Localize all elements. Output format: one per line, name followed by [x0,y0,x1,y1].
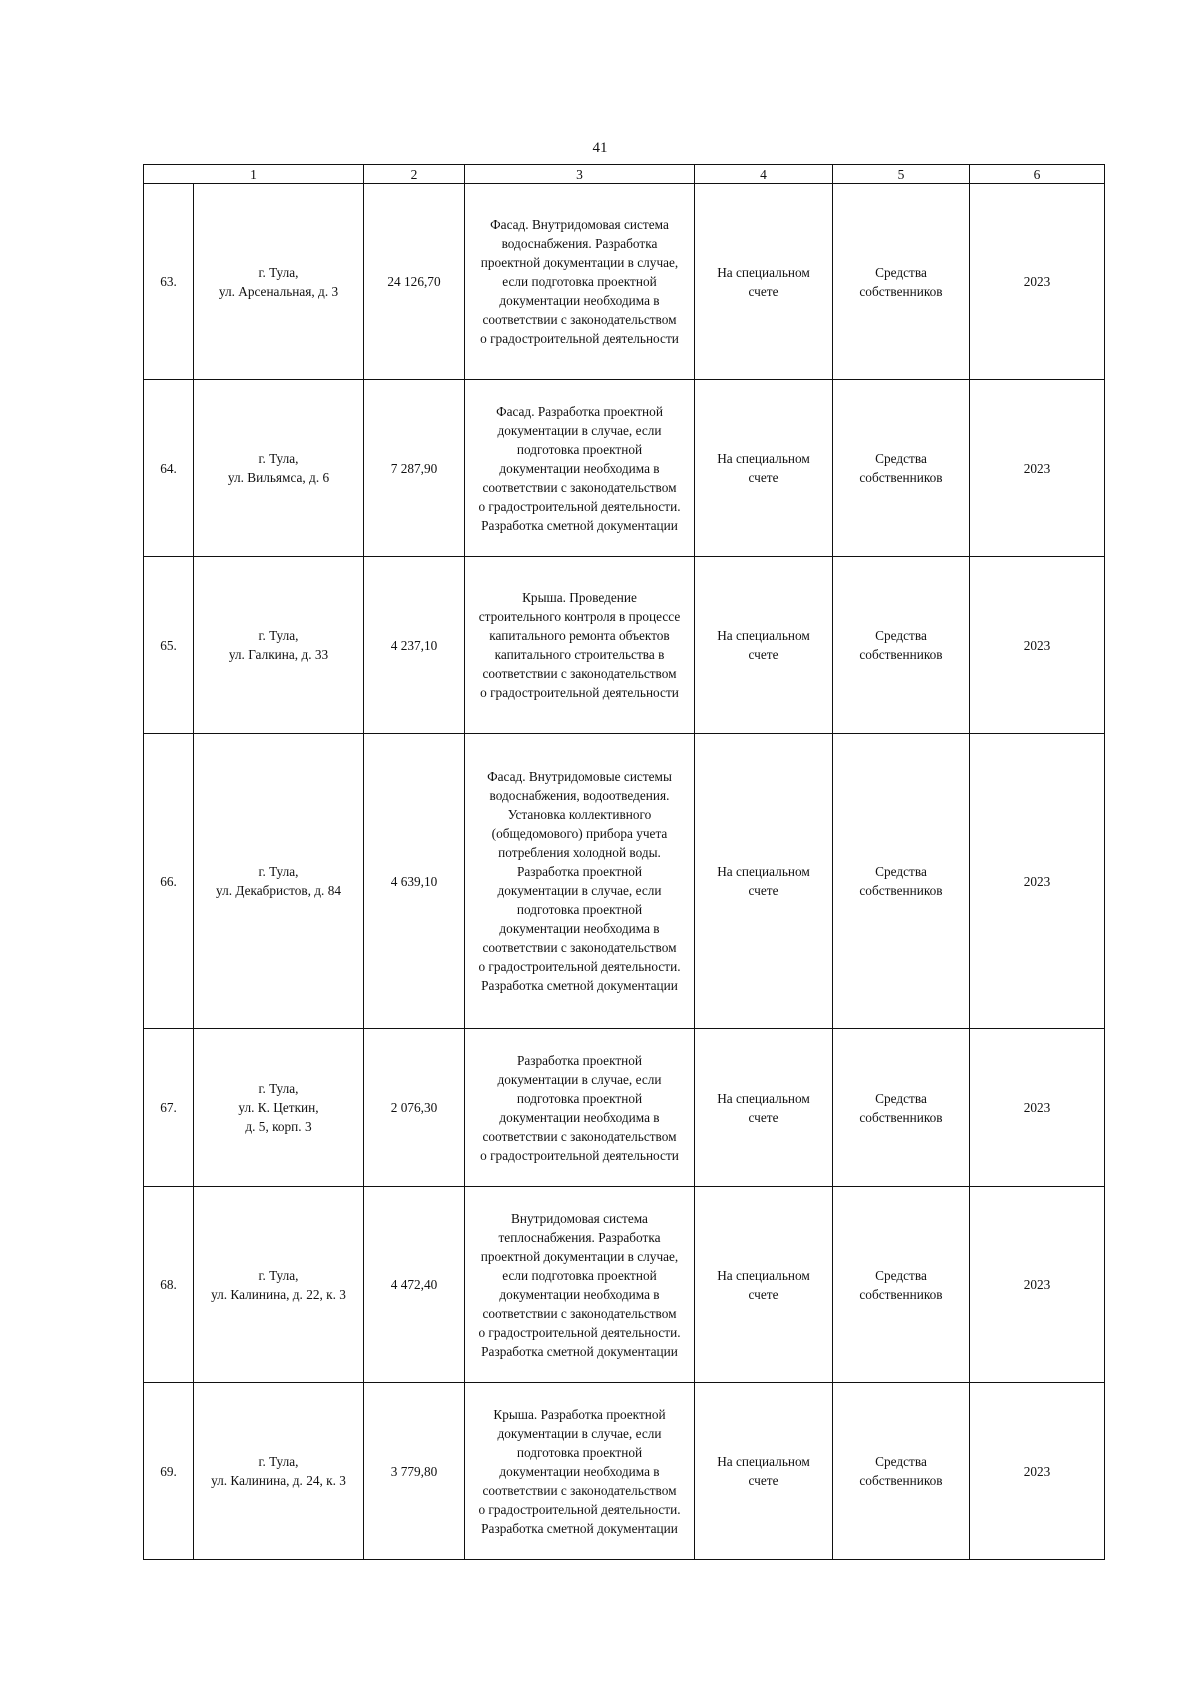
text-line: 2 076,30 [390,1100,438,1115]
year-cell [970,184,1105,380]
text-line: 69. [160,1463,177,1479]
funding-source-cell [833,184,970,380]
text-line: документации в случае, если [497,1071,662,1087]
text-line: строительного контроля в процессе [478,609,681,624]
text-line: о градостроительной деятельности. [478,959,681,974]
cost-cell [364,734,465,1029]
text-line: подготовка проектной [516,1444,643,1460]
text-line: Установка коллективного [507,807,652,822]
cost-cell [364,1029,465,1187]
work-description-cell [465,184,695,380]
text-line: 2023 [1023,873,1051,889]
text-line: На специальном [717,628,810,643]
text-line: 3 779,80 [390,1463,438,1479]
header-row [144,165,1105,184]
header-cell: 6 [970,165,1105,184]
table-row [144,380,1105,557]
header-cell: 1 [144,165,364,184]
text-line: 66. [160,873,177,889]
text-line: счете [748,283,779,299]
text-line: ул. Калинина, д. 22, к. 3 [211,1286,346,1302]
year-cell [970,1383,1105,1560]
account-cell [695,1029,833,1187]
text-line: собственников [859,883,943,898]
table-row [144,184,1105,380]
address-cell [194,380,364,557]
text-line: Фасад. Внутридомовая система [490,217,669,232]
address-cell [194,1383,364,1560]
text-line: 65. [160,637,177,653]
text-line: Крыша. Проведение [522,590,637,605]
account-cell [695,184,833,380]
row-number [144,380,194,557]
text-line: счете [748,470,779,485]
account-cell [695,380,833,557]
account-cell [695,1383,833,1560]
text-line: д. 5, корп. 3 [245,1119,312,1134]
text-line: собственников [859,1109,943,1125]
text-line: 4 472,40 [390,1277,438,1292]
text-line: На специальном [717,264,810,280]
address-cell [194,1187,364,1383]
row-number [144,1383,194,1560]
year-cell [970,1187,1105,1383]
text-line: потребления холодной воды. [498,845,661,860]
text-line: о градостроительной деятельности [480,685,679,700]
address-cell [194,734,364,1029]
text-line: ул. К. Цеткин, [238,1100,319,1115]
text-line: водоснабжения, водоотведения. [489,788,670,803]
text-line: соответствии с законодательством [482,312,677,327]
year-cell [970,557,1105,734]
text-line: 2023 [1023,1100,1051,1115]
funding-source-cell [833,557,970,734]
account-cell [695,557,833,734]
table-row [144,734,1105,1029]
text-line: собственников [859,1286,943,1302]
text-line: если подготовка проектной [502,1267,657,1283]
text-line: г. Тула, [258,864,299,879]
text-line: Разработка проектной [516,864,643,879]
cost-cell [364,184,465,380]
address-cell [194,184,364,380]
funding-source-cell [833,380,970,557]
text-line: документации необходима в [499,921,660,936]
table-row [144,1383,1105,1560]
text-line: г. Тула, [258,451,299,466]
text-line: Средства [875,1454,927,1469]
account-cell [695,734,833,1029]
text-line: 2023 [1023,637,1051,653]
table-row [144,557,1105,734]
text-line: 2023 [1023,460,1051,476]
text-line: На специальном [717,1267,810,1283]
row-number [144,734,194,1029]
text-line: г. Тула, [258,628,299,643]
header-cell: 5 [833,165,970,184]
funding-source-cell [833,1383,970,1560]
text-line: 4 237,10 [390,637,438,653]
text-line: счете [748,1473,779,1488]
text-line: капитального ремонта объектов [489,628,670,643]
funding-source-cell [833,1187,970,1383]
text-line: соответствии с законодательством [482,1482,677,1498]
text-line: Разработка сметной документации [481,978,678,993]
text-line: подготовка проектной [516,902,643,917]
text-line: соответствии с законодательством [482,1128,677,1144]
funding-source-cell [833,734,970,1029]
text-line: Разработка сметной документации [481,1520,678,1536]
page-number: 41 [592,140,608,156]
text-line: Средства [875,451,927,466]
header-cell: 3 [465,165,695,184]
text-line: собственников [859,470,943,485]
text-line: теплоснабжения. Разработка [498,1229,661,1245]
text-line: о градостроительной деятельности [480,1147,679,1163]
text-line: Крыша. Разработка проектной [493,1406,666,1422]
text-line: собственников [859,647,943,662]
text-line: На специальном [717,451,810,466]
text-line: 7 287,90 [390,460,438,476]
text-line: подготовка проектной [516,1090,643,1106]
text-line: счете [748,647,779,662]
text-line: ул. Вильямса, д. 6 [227,470,330,485]
cost-cell [364,557,465,734]
row-number [144,184,194,380]
work-description-cell [465,1187,695,1383]
text-line: документации необходима в [499,293,660,308]
text-line: капитального строительства в [494,647,665,662]
table-row [144,1029,1105,1187]
account-cell [695,1187,833,1383]
cost-cell [364,1383,465,1560]
text-line: о градостроительной деятельности [480,331,679,346]
text-line: ул. Галкина, д. 33 [228,647,329,662]
text-line: соответствии с законодательством [482,666,677,681]
text-line: 64. [160,460,177,476]
row-number [144,1029,194,1187]
text-line: Средства [875,264,927,280]
work-description-cell [465,557,695,734]
text-line: проектной документации в случае, [480,255,679,270]
text-line: счете [748,883,779,898]
text-line: 2023 [1023,1277,1051,1292]
work-description-cell [465,1029,695,1187]
text-line: соответствии с законодательством [482,940,677,955]
text-line: документации в случае, если [497,422,662,438]
text-line: 24 126,70 [387,274,441,289]
text-line: На специальном [717,1454,810,1469]
text-line: На специальном [717,1090,810,1106]
text-line: документации в случае, если [497,883,662,898]
text-line: Средства [875,628,927,643]
address-cell [194,557,364,734]
row-number [144,557,194,734]
text-line: г. Тула, [258,264,299,280]
text-line: 67. [160,1100,177,1115]
text-line: (общедомового) прибора учета [491,826,668,841]
cost-cell [364,1187,465,1383]
text-line: Средства [875,1267,927,1283]
work-description-cell [465,734,695,1029]
text-line: Средства [875,864,927,879]
text-line: документации необходима в [499,1286,660,1302]
work-description-cell [465,1383,695,1560]
text-line: ул. Арсенальная, д. 3 [218,283,339,299]
text-line: счете [748,1286,779,1302]
text-line: г. Тула, [258,1081,299,1096]
text-line: 2023 [1023,274,1051,289]
text-line: ул. Декабристов, д. 84 [216,883,341,898]
text-line: если подготовка проектной [502,274,657,289]
text-line: соответствии с законодательством [482,479,677,495]
text-line: 2023 [1023,1463,1051,1479]
text-line: о градостроительной деятельности. [478,1501,681,1517]
works-table [143,164,1105,1560]
text-line: о градостроительной деятельности. [478,498,681,514]
text-line: Фасад. Внутридомовые системы [487,769,672,784]
text-line: Разработка сметной документации [481,517,678,533]
header-cell: 4 [695,165,833,184]
year-cell [970,1029,1105,1187]
text-line: документации в случае, если [497,1425,662,1441]
text-line: собственников [859,1473,943,1488]
text-line: соответствии с законодательством [482,1305,677,1321]
funding-source-cell [833,1029,970,1187]
row-number [144,1187,194,1383]
text-line: документации необходима в [499,1109,660,1125]
text-line: г. Тула, [258,1454,299,1469]
work-description-cell [465,380,695,557]
table-row [144,1187,1105,1383]
text-line: подготовка проектной [516,441,643,457]
header-cell: 2 [364,165,465,184]
text-line: о градостроительной деятельности. [478,1324,681,1340]
text-line: Внутридомовая система [511,1210,648,1226]
text-line: проектной документации в случае, [480,1248,679,1264]
year-cell [970,734,1105,1029]
text-line: документации необходима в [499,1463,660,1479]
text-line: Фасад. Разработка проектной [496,403,663,419]
cost-cell [364,380,465,557]
text-line: счете [748,1109,779,1125]
text-line: г. Тула, [258,1267,299,1283]
text-line: Разработка сметной документации [481,1343,678,1359]
text-line: водоснабжения. Разработка [501,236,658,251]
text-line: 63. [160,274,177,289]
text-line: документации необходима в [499,460,660,476]
text-line: ул. Калинина, д. 24, к. 3 [211,1473,346,1488]
text-line: собственников [859,283,943,299]
address-cell [194,1029,364,1187]
text-line: 4 639,10 [390,873,438,889]
text-line: Разработка проектной [516,1052,643,1068]
text-line: Средства [875,1090,927,1106]
year-cell [970,380,1105,557]
text-line: 68. [160,1277,177,1292]
text-line: На специальном [717,864,810,879]
